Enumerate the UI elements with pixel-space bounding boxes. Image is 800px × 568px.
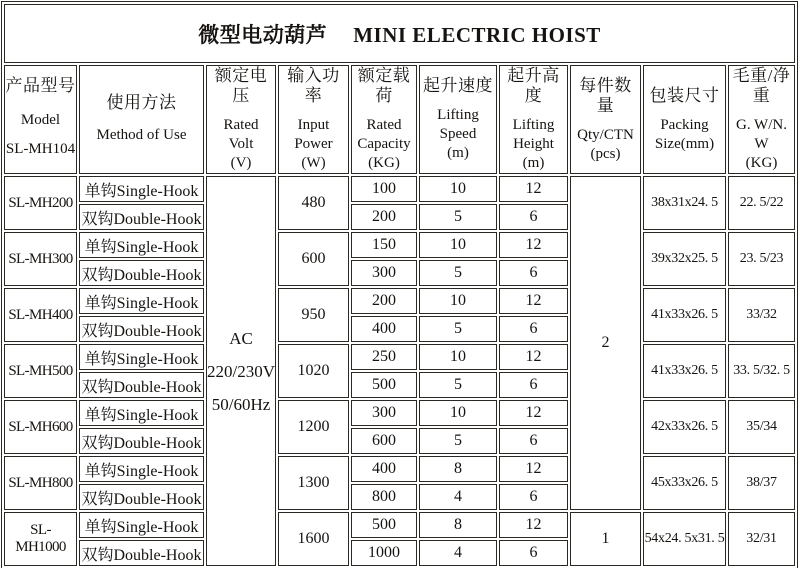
height-cell: 12	[499, 400, 568, 426]
capacity-cell: 200	[351, 288, 417, 314]
header-label-en: Rated	[366, 117, 402, 133]
speed-cell: 10	[419, 232, 497, 258]
table-title-cn: 微型电动葫芦	[198, 22, 328, 47]
header-label-cn: 毛重/净重	[732, 66, 791, 105]
height-cell: 6	[499, 540, 568, 566]
height-cell: 6	[499, 316, 568, 342]
packing-cell: 45x33x26. 5	[643, 456, 726, 510]
power-cell: 950	[278, 288, 349, 342]
header-label-en: SL-MH104	[5, 140, 76, 157]
weight-cell: 35/34	[728, 400, 795, 454]
header-label-en: Capacity	[357, 136, 411, 152]
model-cell: SL-MH300	[4, 232, 77, 286]
speed-cell: 5	[419, 428, 497, 454]
power-cell: 1600	[278, 512, 349, 566]
capacity-cell: 400	[351, 456, 417, 482]
table-title	[4, 4, 795, 63]
col-header-model	[4, 65, 77, 174]
voltage-line: 220/230V	[207, 361, 275, 381]
header-label-cn: 起升速度	[423, 76, 493, 95]
height-cell: 6	[499, 260, 568, 286]
speed-cell: 5	[419, 316, 497, 342]
power-cell: 600	[278, 232, 349, 286]
col-header-voltage	[206, 65, 276, 174]
col-header-capacity	[351, 65, 417, 174]
header-label-en: Size(mm)	[654, 135, 715, 152]
header-label-en: Speed	[439, 126, 477, 142]
capacity-cell: 1000	[351, 540, 417, 566]
qty-cell: 1	[570, 512, 641, 566]
model-cell: SL-MH800	[4, 456, 77, 510]
weight-cell: 23. 5/23	[728, 232, 795, 286]
capacity-cell: 500	[351, 372, 417, 398]
header-label-en: (pcs)	[590, 145, 621, 162]
header-label-en: G. W/N. W	[736, 117, 787, 152]
packing-cell: 38x31x24. 5	[643, 176, 726, 230]
header-label-cn: 额定电压	[214, 66, 268, 105]
speed-cell: 4	[419, 540, 497, 566]
height-cell: 6	[499, 204, 568, 230]
hook-cell: 单钩Single-Hook	[79, 288, 204, 314]
speed-cell: 8	[419, 456, 497, 482]
speed-cell: 5	[419, 372, 497, 398]
height-cell: 12	[499, 456, 568, 482]
hook-cell: 单钩Single-Hook	[79, 232, 204, 258]
capacity-cell: 800	[351, 484, 417, 510]
weight-cell: 33. 5/32. 5	[728, 344, 795, 398]
speed-cell: 5	[419, 204, 497, 230]
header-label-en: (KG)	[745, 155, 778, 171]
model-cell: SL-MH1000	[4, 512, 77, 566]
weight-cell: 32/31	[728, 512, 795, 566]
height-cell: 6	[499, 372, 568, 398]
header-label-en: (m)	[522, 155, 545, 171]
packing-cell: 54x24. 5x31. 5	[643, 512, 726, 566]
power-cell: 1200	[278, 400, 349, 454]
model-cell: SL-MH500	[4, 344, 77, 398]
model-cell: SL-MH400	[4, 288, 77, 342]
hook-cell: 双钩Double-Hook	[79, 372, 204, 398]
hook-cell: 双钩Double-Hook	[79, 260, 204, 286]
hook-cell: 双钩Double-Hook	[79, 484, 204, 510]
hoist-spec-table	[1, 1, 798, 568]
power-cell: 480	[278, 176, 349, 230]
hook-cell: 单钩Single-Hook	[79, 512, 204, 538]
speed-cell: 10	[419, 288, 497, 314]
hook-cell: 单钩Single-Hook	[79, 400, 204, 426]
model-cell: SL-MH200	[4, 176, 77, 230]
header-label-en: Lifting	[437, 107, 479, 123]
packing-cell: 42x33x26. 5	[643, 400, 726, 454]
col-header-qty	[570, 65, 641, 174]
col-header-packing	[643, 65, 726, 174]
capacity-cell: 400	[351, 316, 417, 342]
header-label-en: (V)	[230, 155, 252, 171]
col-header-speed	[419, 65, 497, 174]
power-cell: 1020	[278, 344, 349, 398]
header-label-en: (m)	[447, 145, 469, 161]
height-cell: 12	[499, 344, 568, 370]
header-label-en: Packing	[660, 116, 709, 133]
capacity-cell: 100	[351, 176, 417, 202]
power-cell: 1300	[278, 456, 349, 510]
hook-cell: 双钩Double-Hook	[79, 540, 204, 566]
header-label-cn: 额定载荷	[357, 66, 411, 105]
hook-cell: 双钩Double-Hook	[79, 204, 204, 230]
hook-cell: 双钩Double-Hook	[79, 428, 204, 454]
height-cell: 6	[499, 428, 568, 454]
weight-cell: 38/37	[728, 456, 795, 510]
header-label-en: Height	[513, 136, 554, 152]
col-header-weight	[728, 65, 795, 174]
capacity-cell: 150	[351, 232, 417, 258]
packing-cell: 41x33x26. 5	[643, 344, 726, 398]
packing-cell: 41x33x26. 5	[643, 288, 726, 342]
voltage-cell	[206, 176, 276, 566]
col-header-method	[79, 65, 204, 174]
table-title-en: MINI ELECTRIC HOIST	[353, 22, 601, 47]
qty-cell: 2	[570, 176, 641, 510]
header-label-en: Input	[297, 117, 330, 133]
height-cell: 12	[499, 512, 568, 538]
header-label-en: Lifting	[512, 117, 555, 133]
header-label-en: (W)	[301, 155, 326, 171]
header-label-en: Power	[294, 136, 333, 152]
height-cell: 12	[499, 232, 568, 258]
speed-cell: 10	[419, 344, 497, 370]
speed-cell: 10	[419, 176, 497, 202]
header-label-cn: 包装尺寸	[649, 85, 720, 105]
model-cell: SL-MH600	[4, 400, 77, 454]
voltage-line: 50/60Hz	[211, 394, 271, 414]
header-label-cn: 使用方法	[106, 92, 177, 112]
header-label-en: Model	[20, 111, 61, 128]
hook-cell: 单钩Single-Hook	[79, 456, 204, 482]
capacity-cell: 300	[351, 260, 417, 286]
header-label-en: Method of Use	[96, 126, 187, 143]
weight-cell: 22. 5/22	[728, 176, 795, 230]
header-label-cn: 产品型号	[5, 75, 76, 95]
col-header-height	[499, 65, 568, 174]
height-cell: 12	[499, 176, 568, 202]
header-label-cn: 每件数量	[579, 75, 632, 115]
height-cell: 12	[499, 288, 568, 314]
speed-cell: 4	[419, 484, 497, 510]
capacity-cell: 600	[351, 428, 417, 454]
hook-cell: 双钩Double-Hook	[79, 316, 204, 342]
voltage-line: AC	[229, 328, 253, 348]
capacity-cell: 250	[351, 344, 417, 370]
speed-cell: 10	[419, 400, 497, 426]
header-label-en: Qty/CTN	[577, 126, 634, 143]
capacity-cell: 300	[351, 400, 417, 426]
capacity-cell: 200	[351, 204, 417, 230]
speed-cell: 5	[419, 260, 497, 286]
header-label-cn: 输入功率	[287, 66, 340, 105]
height-cell: 6	[499, 484, 568, 510]
packing-cell: 39x32x25. 5	[643, 232, 726, 286]
speed-cell: 8	[419, 512, 497, 538]
hook-cell: 单钩Single-Hook	[79, 344, 204, 370]
header-label-cn: 起升高度	[507, 66, 560, 105]
header-label-en: Volt	[228, 136, 254, 152]
weight-cell: 33/32	[728, 288, 795, 342]
header-label-en: (KG)	[368, 155, 400, 171]
hook-cell: 单钩Single-Hook	[79, 176, 204, 202]
capacity-cell: 500	[351, 512, 417, 538]
col-header-power	[278, 65, 349, 174]
header-label-en: Rated	[223, 117, 259, 133]
